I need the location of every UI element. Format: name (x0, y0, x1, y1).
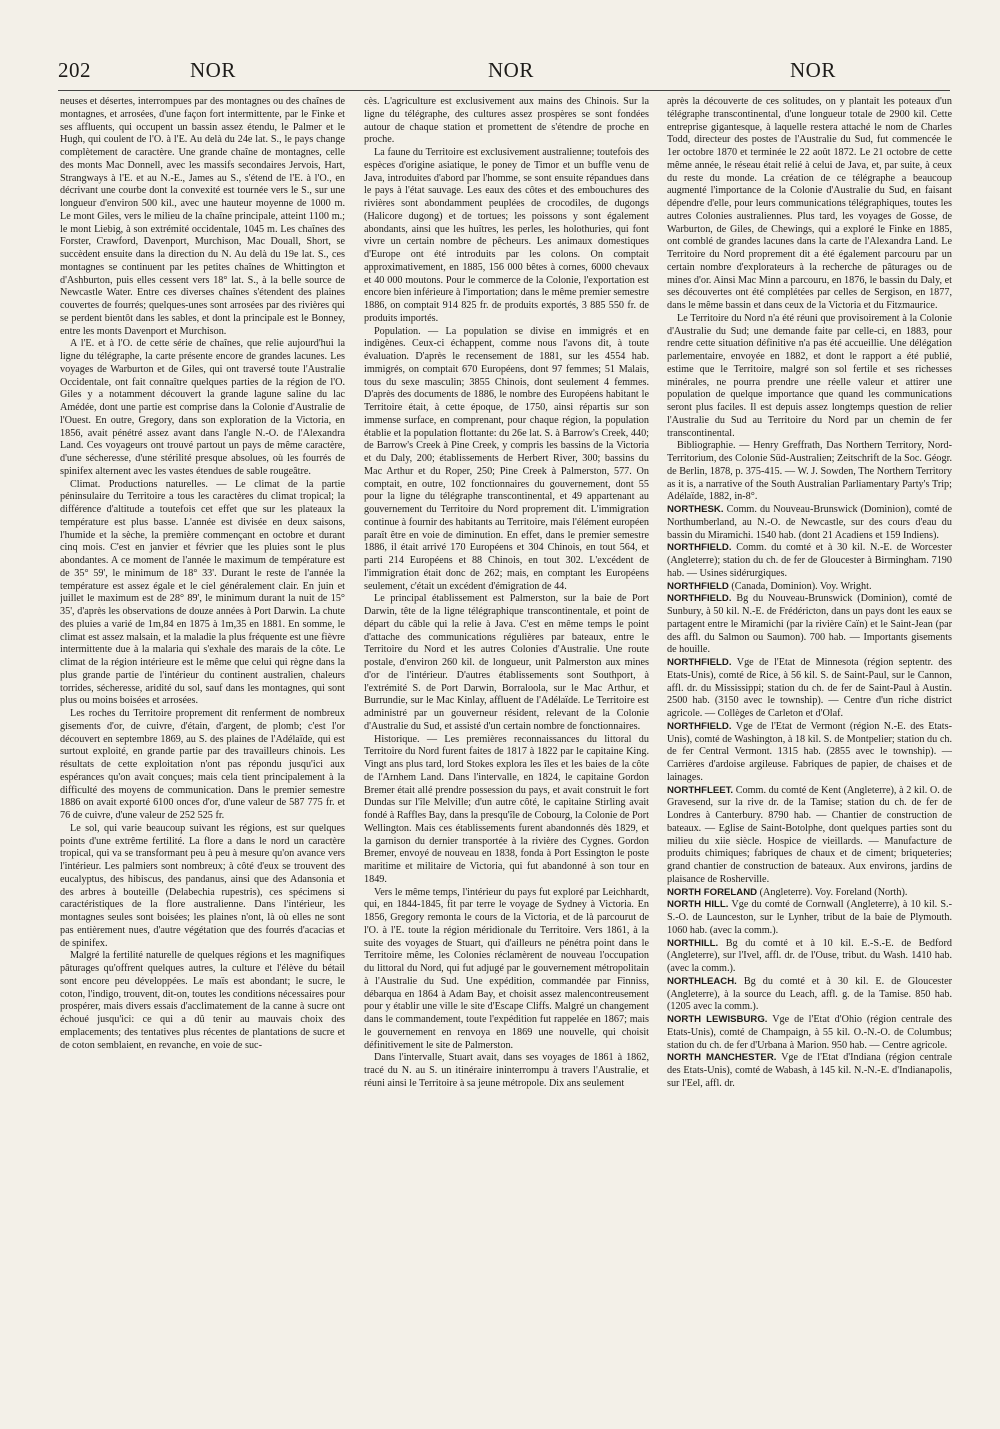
article-paragraph (364, 887, 649, 1053)
paragraph-text: Vge de l'Etat de Vermont (région N.-E. des Etats-Unis), comté de Washington, à 18 kil. S. de Montpelier; station du ch. de fer Central Vermont. 1315 hab. (2855 avec le township). — Carrières d'ardoise argileuse. Fabriques de papier, de chaises et de lainages. (667, 720, 952, 783)
article-paragraph (667, 96, 952, 313)
running-head-center: NOR (488, 58, 534, 82)
paragraph-text: (Canada, Dominion). Voy. Wright. (728, 580, 872, 592)
page-number: 202 (58, 58, 91, 82)
paragraph-text: Les roches du Territoire proprement dit renferment de nombreux gisements d'or, de cuivre, d'étain, d'argent, de plomb; c'est l'or découvert en septembre 1869, au S. des plaines de l'Adélaïde, qui est surtout exploité, en grande partie par des travailleurs chinois. Les résultats de cette exploitation n'ont pas répondu jusqu'ici aux espérances qu'on avait conçues; mais cela tient principalement à la difficulté des moyens de communication. Dans le premier semestre 1886 on avait exporté 6100 onces d'or, d'une valeur de 587 775 fr. et 76 de cuivre, d'une valeur de 252 525 fr. (60, 708, 345, 821)
paragraph-text: Malgré la fertilité naturelle de quelques régions et les magnifiques pâturages qu'offrent quelques autres, la culture et l'élève du bétail sont encore peu développées. Le maïs est abondant; le sucre, le coton, l'indigo, trouvent, dit-on, toutes les conditions nécessaires pour prospérer, mais divers essais d'acclimatement de la canne à sucre ont échoué jusqu'ici: ce qui a dû tenir au mauvais choix des emplacements; des tentatives plus récentes de plantations de sucre et de coton semblaient, en revanche, en voie de suc- (60, 950, 345, 1051)
paragraph-text: Climat. Productions naturelles. — Le climat de la partie péninsulaire du Territoire a tous les caractères du climat tropical; la différence d'altitude a toutefois cet effet que sur les plateaux la température est plus basse. L'année est divisée en deux saisons, l'humide et la sèche, la première commençant en octobre et durant cinq mois. C'est en janvier et février que les pluies sont le plus abondantes. A ce moment de l'année le maximum de température est de 35° 59', le minimum de 18° 33'. Durant le reste de l'année la température est assez égale et le ciel généralement clair. En juin et juillet le maximum est de 28° 89', le minimum durant la nuit de 15° 35', d'après les observations de douze années à Port Darwin. La chute des pluies a varié de 1m,84 en 1875 à 1m,35 en 1881. En somme, le climat est assez malsain, et la maladie la plus fréquente est une fièvre intermittente due à la malaria qui s'exhale des marais de la côte. Le climat de la région intérieure est le même que celui qui règne dans la plus grande partie de l'intérieur du continent australien, chaleurs torrides, sécheresse, aridité du sol, sauf dans les montagnes, qui sont plus ou moins boisées et arrosées. (60, 478, 345, 707)
dictionary-entry (667, 721, 952, 785)
paragraph-text: Bibliographie. — Henry Greffrath, Das Northern Territory, Nord-Territorium, des Colonie Süd-Australien; Zeitschrift de la Soc. Géogr. de Berlin, 1878, p. 375-415. — W. J. Sowden, The Northern Territory as it is, a narrative of the South Australian Parliamentary Party's Trip; Adélaïde, 1882, in-8°. (667, 440, 952, 503)
dictionary-entry (667, 504, 952, 542)
paragraph-text: Le Territoire du Nord n'a été réuni que provisoirement à la Colonie d'Australie du Sud; une demande faite par celle-ci, en 1883, pour rendre cette situation définitive n'a pas été accueillie. Une délégation parlementaire, envoyée en 1882, et dont le rapport a été publié, estime que le Territoire, malgré son sol fertile et ses richesses minérales, ne pourra prendre une réelle valeur et attirer une population de quelque importance que quand les communications seront plus faciles. Il est depuis assez longtemps question de relier l'Australie du Sud au Territoire du Nord par un chemin de fer transcontinental. (667, 312, 952, 439)
article-paragraph (364, 326, 649, 594)
entry-headword: NORTH LEWISBURG. (667, 1014, 768, 1025)
paragraph-text: (Angleterre). Voy. Foreland (North). (757, 886, 908, 898)
paragraph-text: Vge du comté de Cornwall (Angleterre), à 10 kil. S.-S.-O. de Launceston, sur le Lynher, tribut de la baie de Plymouth. 1060 hab. (avec la comm.). (667, 899, 952, 936)
paragraph-text: Dans l'intervalle, Stuart avait, dans ses voyages de 1861 à 1862, tracé du N. au S. un itinéraire ininterrompu à travers l'Australie, et réuni ainsi le Territoire à sa jeune métropole. Dix ans seulement (364, 1052, 649, 1089)
running-head-right: NOR (790, 58, 836, 82)
dictionary-entry (667, 542, 952, 580)
paragraph-text: La faune du Territoire est exclusivement australienne; toutefois des espèces d'origine asiatique, le poney de Timor et un buffle venu de Java, introduites d'abord par l'homme, se sont ensuite répandues dans le pays à l'état sauvage. Les eaux des côtes et des embouchures des rivières sont abondamment peuplées de crocodiles, de dugongs (Halicore dugong) et de tortues; les poissons y sont également abondants, ainsi que les huîtres, les perles, les holothuries, qui font vivre un certain nombre de pêcheurs. Les animaux domestiques d'Europe ont été introduits par les colons. On comptait approximativement, en 1885, 156 000 bêtes à cornes, 6000 chevaux et 40 000 moutons. Pour le commerce de la Colonie, l'exportation est encore bien inférieure à l'importation; dans le même premier semestre 1886, on comptait 914 825 fr. de produits exportés, 3 885 550 fr. de produits importés. (364, 147, 649, 324)
paragraph-text: Bg du comté et à 30 kil. E. de Gloucester (Angleterre), à la source du Leach, affl. g. de la Tamise. 850 hab. (1205 avec la comm.). (667, 975, 952, 1013)
entry-headword: NORTHLEACH. (667, 975, 737, 987)
dictionary-entry (667, 976, 952, 1014)
article-paragraph (667, 440, 952, 504)
column-3 (667, 96, 952, 1386)
paragraph-text: Comm. du comté de Kent (Angleterre), à 2 kil. O. de Gravesend, sur la rive dr. de la Tamise; station du ch. de fer de Londres à Canterbury. 8790 hab. — Chantier de construction de bateaux. — Eglise de Saint-Botolphe, dont quelques parties sont du milieu du xiie siècle. Hospice de vieillards. — Manufacture de produits chimiques; fabriques de chaux et de ciment; briqueteries; grand chantier de construction de bateaux. Aux environs, jardins de plaisance de Rosherville. (667, 784, 952, 885)
header-rule (58, 90, 950, 91)
paragraph-text: cès. L'agriculture est exclusivement aux mains des Chinois. Sur la ligne du télégraphe, des cultures assez prospères se sont fondées autour de chaque station et promettent de s'étendre de proche en proche. (364, 96, 649, 146)
entry-headword: NORTHILL. (667, 937, 719, 949)
article-paragraph (364, 593, 649, 733)
paragraph-text: Historique. — Les premières reconnaissances du littoral du Territoire du Nord furent faites de 1817 à 1822 par le capitaine King. Vingt ans plus tard, lord Stokes explora les îles et les baies de la côte de l'Arnhem Land. Dans l'intervalle, en 1824, le capitaine Gordon Bremer était allé prendre possession du pays, et avait construit le fort Dundas sur l'île Melville; d'un autre côté, le capitaine Stirling avait fondé à Raffles Bay, dans la presqu'île de Cobourg, la Colonie de Port Wellington. Mais ces établissements furent abandonnés dès 1829, et la garnison du dernier transportée à la rivière des Cygnes. Gordon Bremer, envoyé de nouveau en 1838, fonda à Port Essington le poste maritime et militaire de Victoria, qui fut abandonné à son tour en 1849. (364, 733, 649, 885)
dictionary-entry (667, 938, 952, 976)
dictionary-entry (667, 785, 952, 887)
entry-headword: NORTHFIELD. (667, 657, 732, 668)
article-paragraph (60, 950, 345, 1052)
entry-headword: NORTHESK. (667, 504, 724, 515)
dictionary-entry (667, 1052, 952, 1090)
paragraph-text: Le principal établissement est Palmerston, sur la baie de Port Darwin, tête de la ligne télégraphique transcontinentale, et point de départ du câble qui la relie à Java. C'est en même temps le point d'attache des communications régulières par bateaux, entre le Territoire du Nord et les autres Colonies d'Australie. Une route postale, d'environ 260 kil. de longueur, unit Palmerston aux mines d'or de l'intérieur. D'autres établissements sont Southport, à l'extrémité S. de Port Darwin, Borraloola, sur le Mac Arthur, et Burrundie, sur le Mac Kinlay, affluent de l'Adélaïde. Le Territoire est administré par un gouverneur résident, relevant de la Colonie d'Australie du Sud, et assisté d'un certain nombre de fonctionnaires. (364, 593, 649, 732)
page-header (50, 58, 950, 84)
paragraph-text: Comm. du comté et à 30 kil. N.-E. de Worcester (Angleterre); station du ch. de fer de Gloucester à Birmingham. 7190 hab. — Usines sidérurgiques. (667, 542, 952, 579)
entry-headword: NORTH MANCHESTER. (667, 1052, 777, 1064)
article-paragraph (60, 823, 345, 951)
paragraph-text: neuses et désertes, interrompues par des montagnes ou des chaînes de montagnes, et arrosées, d'une façon fort intermittente, par le Finke et ses affluents, qui occupent un bassin assez étendu, le Palmer et le Hugh, qui coulent de l'O. à l'E. Au delà du 24e lat. S., le pays change complètement de caractère. Une grande chaîne de montagnes, celle des monts Mac Donnell, avec les massifs secondaires Jervois, Hart, Strangways à l'E. et au N.-E., James au S., s'étend de l'E. à l'O., en décrivant une courbe dont la convexité est tournée vers le S., sur une longueur d'environ 500 kil., avec une hauteur moyenne de 1000 m. Le mont Giles, vers le milieu de la chaîne principale, atteint 1100 m.; le mont Liebig, à son extrémité occidentale, 1045 m. Les chaînes des Forster, Crawford, Davenport, Murchison, Mac Douall, Short, se succèdent ensuite dans la direction du N. Au delà du 19e lat. S., ces montagnes se continuent par les petites chaînes de Whittington et d'Ashburton, puis elles cessent vers 18° lat. S., à la belle source de Newcastle Water. Entre ces diverses chaînes s'étendent des plaines couvertes de fourrés; quelques-unes sont arrosées par des rivières qui se perdent bientôt dans les sables, et dont la principale est le Bonney, entre les monts Davenport et Murchison. (60, 96, 345, 337)
dictionary-entry (667, 657, 952, 721)
article-paragraph (364, 1052, 649, 1090)
entry-headword: NORTHFLEET. (667, 784, 734, 796)
paragraph-text: Le sol, qui varie beaucoup suivant les régions, est sur quelques points d'une extrême fertilité. La flore a dans le nord un caractère tropical, qui va se transformant peu à peu à mesure qu'on avance vers l'intérieur. Les palmiers sont nombreux; à côté d'eux se trouvent des eucalyptus, des hibiscus, des pandanus, ainsi que des Adansonia et des arbres à bouteille (Delabechia rupestris), ces spécimens si caractéristiques de la flore australienne. Dans l'intérieur, les montagnes seules sont boisées; les plaines n'ont, là où elles ne sont pas entièrement nues, d'autre végétation que des fourrés d'acacias et de spinifex. (60, 822, 345, 949)
running-head-left: NOR (190, 58, 236, 82)
entry-headword: NORTHFIELD. (667, 720, 732, 732)
paragraph-text: Bg du Nouveau-Brunswick (Dominion), comté de Sunbury, à 50 kil. N.-E. de Frédéricton, dans un pays dont les eaux se partagent entre le Miramichi (par la rivière Caïn) et le Saint-Jean (par des affl. du Salmon ou Saumon). 700 hab. — Importants gisements de houille. (667, 593, 952, 656)
article-paragraph (364, 147, 649, 326)
paragraph-text: après la découverte de ces solitudes, on y plantait les poteaux d'un télégraphe transcontinental, d'une longueur totale de 2900 kil. Cette entreprise gigantesque, à laquelle restera attaché le nom de Charles Todd, directeur des postes de l'Australie du Sud, fut commencée le 1er octobre 1870 et terminée le 22 août 1872. Le 21 octobre de cette même année, le réseau était relié à celui de Java, et, par suite, à ceux du reste du monde. La création de ce télégraphe a beaucoup augmenté l'importance de la Colonie d'Australie du Sud, en faisant dépendre d'elle, pour leurs communications télégraphiques, toutes les autres Colonies australiennes. Plus tard, les voyages de Gosse, de Warburton, de Giles, de Chewings, qui a exploré le Finke en 1885, ont comblé de grandes lacunes dans la carte de l'Alexandra Land. Le Territoire du Nord proprement dit a été également parcouru par un certain nombre d'explorateurs à la recherche de pâturages ou de mines d'or. Ainsi Mac Minn a parcouru, en 1876, le bassin du Daly, et ses découvertes ont été complétées par celles de Sergison, en 1877, dans le même bassin et dans ceux de la Victoria et du Fitzmaurice. (667, 96, 952, 311)
paragraph-text: Vge de l'Etat de Minnesota (région septentr. des Etats-Unis), comté de Rice, à 56 kil. S. de Saint-Paul, sur le Cannon, affl. dr. du Mississippi; station du ch. de fer de Saint-Paul à Austin. 2500 hab. (3150 avec le township). — Centre d'un riche district agricole. — Collèges de Carleton et d'Olaf. (667, 657, 952, 719)
article-paragraph (60, 479, 345, 709)
entry-headword: NORTHFIELD (667, 580, 729, 592)
paragraph-text: Bg du comté et à 10 kil. E.-S.-E. de Bedford (Angleterre), sur l'Ivel, affl. dr. de l'Ouse, tribut. du Wash. 1410 hab. (avec la comm.). (667, 937, 952, 974)
article-paragraph (60, 338, 345, 478)
entry-headword: NORTHFIELD. (667, 593, 732, 605)
column-2 (364, 96, 649, 1386)
article-paragraph (60, 96, 345, 338)
dictionary-entry (667, 1014, 952, 1052)
article-paragraph (364, 734, 649, 887)
article-paragraph (364, 96, 649, 147)
paragraph-text: Vers le même temps, l'intérieur du pays fut exploré par Leichhardt, qui, en 1844-1845, fit par terre le voyage de Sydney à Victoria. En 1856, Gregory remonta le cours de la Victoria, et de là parcourut de l'O. à l'E. toute la région méridionale du Territoire. Vers 1861, à la suite des voyages de Stuart, qui d'ailleurs ne pénétra point dans le Territoire même, les Colonies réclamèrent de nouveau l'occupation du littoral du Nord, qui fut adjugé par le gouvernement métropolitain à l'Australie du Sud. Une expédition, commandée par Finniss, débarqua en 1864 à Adam Bay, et choisit assez malencontreusement pour y établir une ville le site d'Escape Cliffs. Malgré un changement dans le commandement, toute l'expédition fut rappelée en 1867; mais le gouvernement en renvoya en 1869 une nouvelle, qui choisit définitivement le site de Palmerston. (364, 886, 649, 1051)
entry-headword: NORTHFIELD. (667, 542, 732, 554)
column-1 (60, 96, 345, 1386)
dictionary-entry (667, 593, 952, 657)
paragraph-text: A l'E. et à l'O. de cette série de chaînes, que relie aujourd'hui la ligne du télégraphe, la carte présente encore de grandes lacunes. Les voyages de Warburton et de Giles, qui ont traversé toute l'Australie Occidentale, ont fait connaître quelques parties de la région de l'O. Giles y a notamment découvert la grande lagune saline du lac Amédée, dont une partie est comprise dans la Colonie d'Australie de l'Ouest. En outre, Gregory, dans son exploration de la Victoria, en 1856, avait pénétré assez avant dans l'angle N.-O. de l'Alexandra Land. Ces voyageurs ont trouvé partout un pays de même caractère, d'une sécheresse, d'une stérilité presque absolues, où les fourrés de spinifex alternent avec les vastes étendues de sable rougeâtre. (60, 338, 345, 477)
paragraph-text: Population. — La population se divise en immigrés et en indigènes. Ceux-ci échappent, comme nous l'avons dit, à toute évaluation. D'après le recensement de 1881, sur les 4554 hab. immigrés, on comptait 670 Européens, dont 97 femmes; 51 Malais, tous du sexe masculin; 3855 Chinois, dont seulement 4 femmes. D'après des documents de 1886, le nombre des Européens habitant le Territoire était, à cette époque, de 1750, ainsi répartis sur son immense surface, en comprenant, pour chaque région, la population établie et la population flottante: du 26e lat. S. à Barrow's Creek, 440; de Barrow's Creek à Pine Creek, y compris les bassins de la Victoria et du Daly, 200; établissements de Herbert River, 300; bassins du Mac Arthur et du Roper, 250; Pine Creek à Palmerston, 577. On comptait, en outre, 102 fonctionnaires du gouvernement, dont 55 pour la ligne du télégraphe transcontinental, et 49 appartenant au gouvernement du Territoire du Nord proprement dit. L'immigration continue à fournir des habitants au Territoire, mais l'élément européen paraît être en voie de diminution. En effet, dans le premier semestre 1886, il était arrivé 170 Européens et 304 Chinois, en tout 564, et parti 214 Européens et 88 Chinois, en tout 302. L'excédent de l'immigration était donc de 262; mais, en comptant les Européens seulement, c'était un excédent d'émigration de 44. (364, 325, 649, 592)
article-paragraph (60, 708, 345, 823)
dictionary-entry (667, 581, 952, 594)
paragraph-text: Vge de l'Etat d'Ohio (région centrale des Etats-Unis), comté de Champaign, à 55 kil. O.-N.-O. de Columbus; station du ch. de fer d'Urbana à Marion. 950 hab. — Centre agricole. (667, 1014, 952, 1051)
dictionary-entry (667, 899, 952, 937)
entry-headword: NORTH HILL. (667, 899, 729, 911)
paragraph-text: Vge de l'Etat d'Indiana (région centrale des Etats-Unis), comté de Wabash, à 145 kil. N.-N.-E. d'Indianapolis, sur l'Eel, affl. dr. (667, 1052, 952, 1089)
entry-headword: NORTH FORELAND (667, 886, 758, 898)
paragraph-text: Comm. du Nouveau-Brunswick (Dominion), comté de Northumberland, au N.-O. de Newcastle, sur des cours d'eau du bassin du Miramichi. 1540 hab. (dont 21 Acadiens et 159 Indiens). (667, 504, 952, 541)
article-paragraph (667, 313, 952, 441)
dictionary-entry (667, 887, 952, 900)
